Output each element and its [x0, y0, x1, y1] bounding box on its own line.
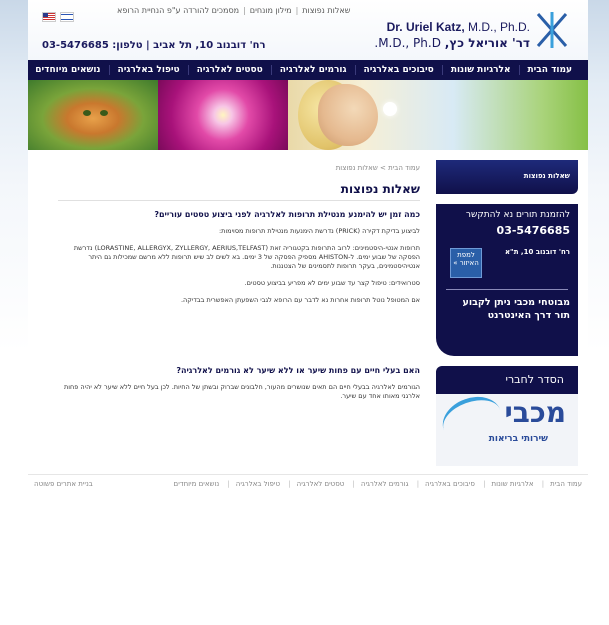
nav-special-topics[interactable]: נושאים מיוחדים — [35, 65, 101, 75]
footer-credit-link[interactable]: בניית אתרים פשוטה — [34, 480, 93, 488]
logo-name-hebrew[interactable]: דר' אוריאל כץ, M.D., Ph.D. — [374, 36, 530, 50]
nav-causes[interactable]: גורמים לאלרגיה — [271, 65, 355, 75]
footer-link-causes[interactable]: גורמים לאלרגיה — [360, 480, 409, 488]
maccabi-logo-subtitle: שירותי בריאות — [488, 434, 548, 444]
israel-flag-icon[interactable] — [60, 12, 74, 22]
content-area — [28, 150, 588, 470]
faq-answer-2: הגורמים לאלרגיה בבעלי חיים הם תאים שנושרים מהעור, חלבונים שברוק ובשתן של החיות. לכן בעל חיים ללא שיער לא יהיה פחות אלרגני מאותו אחד עם שיער. — [63, 383, 420, 400]
area-map-button[interactable]: למפת האיזור » — [450, 248, 482, 278]
footer-link-home[interactable]: עמוד הבית — [550, 480, 582, 488]
page-container — [28, 0, 588, 520]
sidebar — [436, 160, 578, 466]
maccabi-online-booking-link[interactable]: מבוטחי מכבי ניתן לקבוע תור דרך האינטרנט — [462, 297, 570, 321]
maccabi-logo[interactable] — [436, 394, 578, 466]
banner-flower-image — [158, 80, 288, 150]
appointments-box — [436, 204, 578, 356]
top-nav-faq[interactable]: שאלות נפוצות — [302, 6, 351, 15]
sidebar-section-header — [436, 160, 578, 194]
logo-icon[interactable] — [534, 10, 570, 50]
footer-link-treatment[interactable]: טיפול באלרגיה — [235, 480, 281, 488]
sidebar-divider — [446, 289, 568, 290]
faq-answer-1-other: אם המטופל נוטל תרופות אחרות נא לדבר עם הרופא לגבי השפעתן האפשרית בבדיקה. — [180, 296, 420, 304]
footer-link-allergies[interactable]: אלרגיות שונות — [491, 480, 534, 488]
sidebar-section-label[interactable]: שאלות נפוצות — [523, 172, 570, 180]
contact-info: רח' דובנוב 10, תל אביב | טלפון: 03-5476685 — [42, 40, 266, 51]
banner-woman-image — [288, 80, 588, 150]
footer-divider — [28, 474, 588, 475]
logo-name-english[interactable]: Dr. Uriel Katz, M.D., Ph.D. — [386, 20, 530, 34]
footer-link-special-topics[interactable]: נושאים מיוחדים — [173, 480, 220, 488]
faq-answer-1-antihistamines: תרופות אנטי-היסטמינים: לרוב התרופות בקטגוריה זאת (LORASTINE, ALLERGYX, ZYLLERGY, AERIUS,TELFAST) נדרשת הפסקה של שבוע ימים. ל-AHISTON מספיק הפסקה של 3 ימים. בא לשים לב שיש תרופות ללא מרשם שמכילות גם היתר אנטיהיסטמינים, בעקר תרופות לתסמינים של הצטננות. — [73, 244, 420, 270]
nav-tests[interactable]: טסטים לאלרגיה — [188, 65, 271, 75]
appointments-phone[interactable]: 03-5476685 — [496, 224, 570, 237]
faq-question-2: האם בעלי חיים עם פחות שיער או ללא שיער לא גורמים לאלרגיה? — [176, 366, 420, 375]
top-nav-glossary[interactable]: מילון מונחים — [249, 6, 292, 15]
members-arrangement-header — [436, 366, 578, 394]
site-header — [28, 0, 588, 60]
footer-link-tests[interactable]: טסטים לאלרגיה — [296, 480, 345, 488]
nav-treatment[interactable]: טיפול באלרגיה — [109, 65, 188, 75]
members-arrangement-title: הסדר לחברי — [505, 373, 564, 386]
page-title: שאלות נפוצות — [58, 182, 420, 201]
breadcrumb[interactable]: עמוד הבית > שאלות נפוצות — [335, 164, 420, 172]
faq-answer-1-intro: לביצוע בדיקת דקירה (PRICK) נדרשת הימנעות מנטילת תרופות מסוימות: — [218, 227, 420, 235]
faq-answer-1-steroids: סטרואידים: טיפול קצר עד שבוע ימים לא מפריע בביצוע טסטים. — [244, 279, 420, 287]
us-flag-icon[interactable] — [42, 12, 56, 22]
nav-allergies[interactable]: אלרגיות שונות — [442, 65, 519, 75]
main-navigation — [28, 60, 588, 80]
main-article — [58, 164, 420, 401]
hero-banner — [28, 80, 588, 150]
top-nav-downloads[interactable]: מסמכים להורדה ע"פ הנחיית הרופא — [117, 6, 240, 15]
faq-question-1: כמה זמן יש להימנע מנטילת תרופות לאלרגיה לפני ביצוע טסטים עוריים? — [154, 210, 420, 219]
site-footer: עמוד הבית| אלרגיות שונות| סיבוכים באלרגיה| גורמים לאלרגיה| טסטים לאלרגיה| טיפול באלרגיה| נושאים מיוחדים בניית אתרים פשוטה — [28, 480, 588, 488]
banner-cat-image — [28, 80, 158, 150]
nav-complications[interactable]: סיבוכים באלרגיה — [355, 65, 442, 75]
appointments-title: להזמנת תורים נא להתקשר — [465, 210, 570, 220]
clinic-address: רח' דובנוב 10, ת"א — [504, 248, 570, 256]
footer-link-complications[interactable]: סיבוכים באלרגיה — [425, 480, 475, 488]
maccabi-logo-word: מכבי — [504, 396, 566, 429]
nav-home[interactable]: עמוד הבית — [519, 65, 581, 75]
language-flags — [42, 6, 78, 25]
top-utility-nav: שאלות נפוצות|מילון מונחים|מסמכים להורדה ע"פ הנחיית הרופא — [113, 6, 354, 15]
